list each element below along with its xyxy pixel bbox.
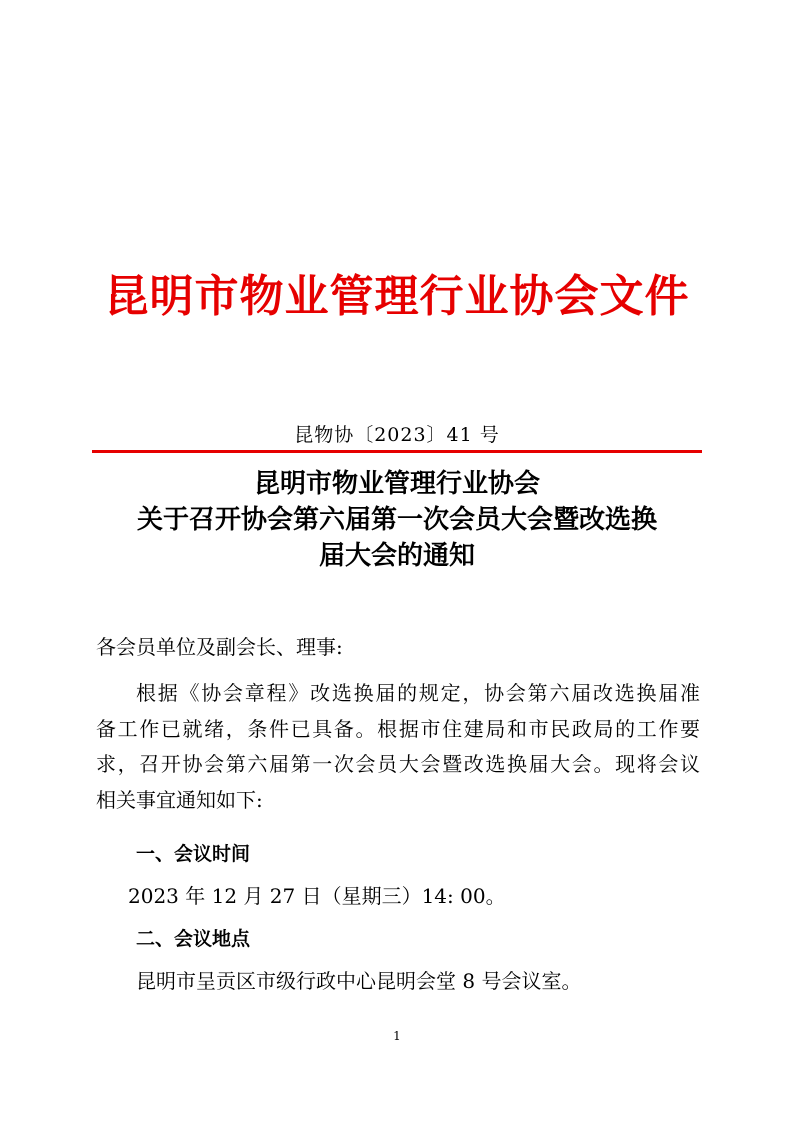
section-heading-location: 二、会议地点 — [136, 928, 251, 950]
section-text-time: 2023 年 12 月 27 日（星期三）14: 00。 — [128, 884, 506, 908]
title-line-1: 昆明市物业管理行业协会 — [253, 469, 540, 499]
paragraph-line-1: 根据《协会章程》改选换届的规定，协会第六届改选换届准 — [136, 681, 700, 705]
section-text-location: 昆明市呈贡区市级行政中心昆明会堂 8 号会议室。 — [136, 969, 582, 993]
title-line-3: 届大会的通知 — [318, 541, 475, 571]
page-number: 1 — [393, 1029, 401, 1043]
paragraph-line-3: 求，召开协会第六届第一次会员大会暨改选换届大会。现将会议 — [96, 752, 700, 776]
intro-paragraph — [96, 676, 700, 818]
document-number: 昆物协〔2023〕41 号 — [294, 424, 500, 446]
paragraph-line-4: 相关事宜通知如下: — [96, 787, 263, 812]
paragraph-line-2: 备工作已就绪，条件已具备。根据市住建局和市民政局的工作要 — [96, 716, 700, 741]
section-heading-time: 一、会议时间 — [136, 843, 251, 865]
red-separator-line — [92, 450, 702, 453]
title-line-2: 关于召开协会第六届第一次会员大会暨改选换 — [136, 505, 657, 535]
masthead-title: 昆明市物业管理行业协会文件 — [104, 271, 690, 322]
salutation: 各会员单位及副会长、理事: — [96, 635, 343, 659]
notice-title — [60, 466, 734, 574]
